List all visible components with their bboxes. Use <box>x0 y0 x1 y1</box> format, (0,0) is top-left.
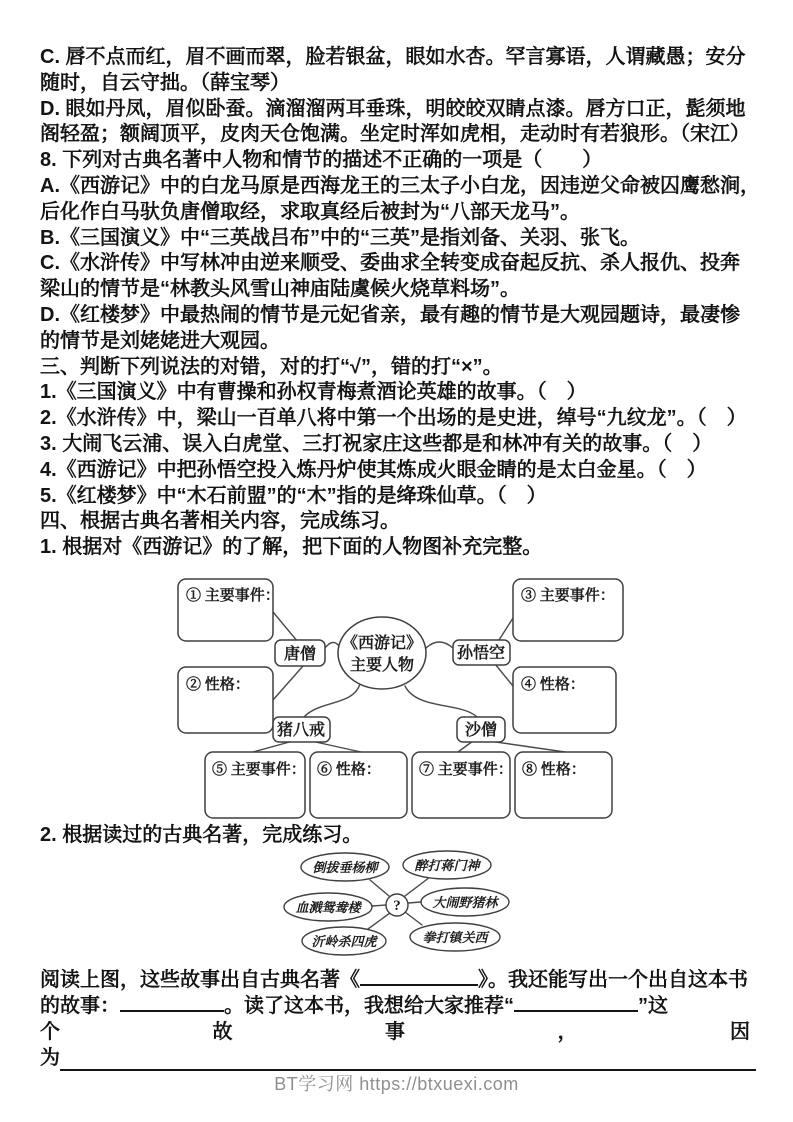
connector-line <box>499 618 513 640</box>
story-daoba-text: 倒拔垂杨柳 <box>312 860 378 875</box>
event-box-7-label: ⑦ 主要事件： <box>419 762 513 778</box>
connector-line <box>405 877 430 896</box>
fill-line2-post: ”这 <box>638 995 668 1017</box>
center-node-subtitle: 主要人物 <box>349 657 415 674</box>
story-quanda-text: 拳打镇关西 <box>422 930 488 945</box>
fill-line-3 <box>40 1019 750 1045</box>
fill-line3-char: 因 <box>730 1021 750 1043</box>
q8-option-d-line-2: 的情节是刘姥姥进大观园。 <box>40 329 280 352</box>
trait-box-4-label: ④ 性格： <box>521 677 585 693</box>
connector-line <box>368 913 390 929</box>
fill-line3-char: 个 <box>40 1021 60 1043</box>
blank-reason <box>60 1049 756 1071</box>
connector-line <box>273 666 303 700</box>
event-box-3-label: ③ 主要事件： <box>521 588 615 604</box>
story-danao-text: 大闹野猪林 <box>432 895 498 910</box>
connector-line <box>405 686 477 717</box>
q8-option-c-line-2: 梁山的情节是“林教头风雪山神庙陆虞候火烧草料场”。 <box>40 278 520 301</box>
character-label-tangseng-text: 唐僧 <box>283 646 317 663</box>
q8-option-a-line-2: 后化作白马驮负唐僧取经，求取真经后被封为“八部天龙马”。 <box>40 200 580 223</box>
question8-stem: 8. 下列对古典名著中人物和情节的描述不正确的一项是（ ） <box>40 149 603 172</box>
blank-recommend-story <box>514 995 638 1012</box>
fill-line3-char: ， <box>557 1021 578 1043</box>
judge-item-3: 3. 大闹飞云浦、误入白虎堂、三打祝家庄这些都是和林冲有关的故事。（ ） <box>40 432 713 455</box>
fill-line2-pre: 的故事： <box>40 995 120 1017</box>
trait-box-6-label: ⑥ 性格： <box>317 762 381 778</box>
connector-line <box>325 642 339 648</box>
fill-line-4 <box>40 1045 756 1071</box>
trait-box-8-label: ⑧ 性格： <box>522 762 586 778</box>
character-label-shaseng-text: 沙僧 <box>464 722 498 739</box>
story-xuejian-text: 血溅鸳鸯楼 <box>295 900 361 915</box>
fill-line2-mid: 。读了这本书，我想给大家推荐“ <box>224 995 514 1017</box>
connector-line <box>372 905 386 906</box>
connector-line <box>405 912 422 925</box>
judge-item-2: 2.《水浒传》中，梁山一百单八将中第一个出场的是史进，绰号“九纹龙”。（ ） <box>40 407 747 430</box>
fill-line1-pre: 阅读上图，这些故事出自古典名著《 <box>40 969 360 991</box>
event-box-1-label: ① 主要事件： <box>186 588 280 604</box>
section4-title: 四、根据古典名著相关内容，完成练习。 <box>40 510 400 533</box>
option-c-line-2: 随时，自云守拙。（薛宝琴） <box>40 71 290 94</box>
option-d-line-2: 阁轻盈；额阔顶平，皮肉天仓饱满。坐定时浑如虎相，走动时有若狼形。（宋江） <box>40 123 750 146</box>
fill-line-1 <box>40 967 756 993</box>
section4-q2: 2. 根据读过的古典名著，完成练习。 <box>40 824 363 846</box>
watermark-footer: BT学习网 https://btxuexi.com <box>274 1074 519 1094</box>
xiyouji-character-diagram <box>165 574 645 824</box>
fill-line-2 <box>40 993 756 1019</box>
option-c-line-1: C. 唇不点而红，眉不画而翠，脸若银盆，眼如水杏。罕言寡语，人谓藏愚；安分 <box>40 46 746 68</box>
center-node <box>338 617 426 689</box>
blank-book-title <box>360 969 478 986</box>
q8-option-b: B.《三国演义》中“三英战吕布”中的“三英”是指刘备、关羽、张飞。 <box>40 226 640 249</box>
judge-item-5: 5.《红楼梦》中“木石前盟”的“木”指的是绛珠仙草。（ ） <box>40 484 547 507</box>
connector-line <box>495 664 513 686</box>
blank-story-name <box>120 995 224 1012</box>
fill-in-blank-section <box>40 967 756 1071</box>
story-zuida-text: 醉打蒋门神 <box>414 858 480 873</box>
center-node-title: 《西游记》 <box>341 635 423 652</box>
connector-line <box>370 880 389 896</box>
character-label-zhubajie-text: 猪八戒 <box>276 722 326 739</box>
fill-line4-pre: 为 <box>40 1047 60 1069</box>
trait-box-2-label: ② 性格： <box>186 677 250 693</box>
judge-item-4: 4.《西游记》中把孙悟空投入炼丹炉使其炼成火眼金睛的是太白金星。（ ） <box>40 458 707 481</box>
fill-line3-char: 事 <box>385 1021 405 1043</box>
fill-line3-char: 故 <box>212 1021 233 1043</box>
question-mark-text: ? <box>393 898 401 914</box>
connector-line <box>304 684 360 717</box>
event-box-5-label: ⑤ 主要事件： <box>212 762 306 778</box>
fill-line1-post: 》。我还能写出一个出自这本书 <box>478 969 748 991</box>
connector-line <box>273 612 298 642</box>
q8-option-d-line-1: D.《红楼梦》中最热闹的情节是元妃省亲，最有趣的情节是大观园题诗，最凄惨 <box>40 303 740 326</box>
q8-option-c-line-1: C.《水浒传》中写林冲由逆来顺受、委曲求全转变成奋起反抗、杀人报仇、投奔 <box>40 252 740 275</box>
connector-line <box>426 642 453 648</box>
character-label-sunwukong-text: 孙悟空 <box>456 645 506 662</box>
shuihu-story-diagram <box>278 846 518 964</box>
section4-q1: 1. 根据对《西游记》的了解，把下面的人物图补充完整。 <box>40 536 543 559</box>
judge-item-1: 1.《三国演义》中有曹操和孙权青梅煮酒论英雄的故事。（ ） <box>40 381 587 404</box>
body-text-block <box>40 45 760 561</box>
story-yiling-text: 沂岭杀四虎 <box>311 934 377 949</box>
connector-line <box>408 902 421 903</box>
connector-line <box>489 741 565 752</box>
q8-option-a-line-1: A.《西游记》中的白龙马原是西海龙王的三太子小白龙，因违逆父命被囚鹰愁涧， <box>40 174 760 197</box>
option-d-line-1: D. 眼如丹凤，眉似卧蚕。滴溜溜两耳垂珠，明皎皎双睛点漆。唇方口正，髭须地 <box>40 97 746 120</box>
section3-title: 三、判断下列说法的对错，对的打“√”，错的打“×”。 <box>40 355 503 378</box>
